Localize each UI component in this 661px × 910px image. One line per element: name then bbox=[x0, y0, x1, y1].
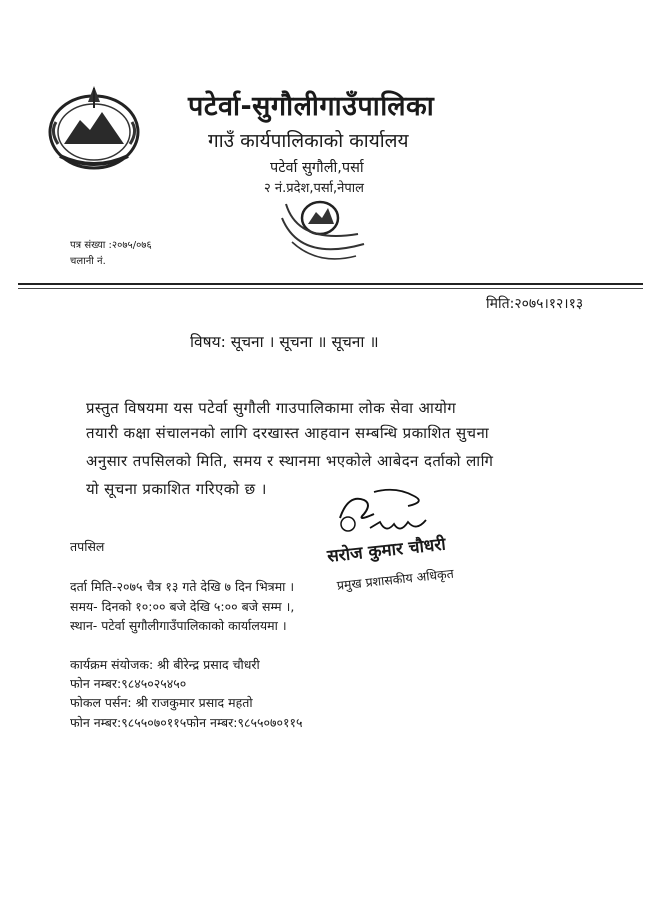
document-date: मिति:२०७५।१२।१३ bbox=[486, 296, 584, 312]
header-divider bbox=[18, 283, 643, 285]
office-time: समय- दिनको १०:०० बजे देखि ५:०० बजे सम्म ।, bbox=[70, 599, 295, 614]
dispatch-number: चलानी नं. bbox=[70, 256, 106, 267]
signer-name-stamp: सरोज कुमार चौधरी bbox=[326, 534, 447, 567]
venue: स्थान- पटेर्वा सुगौलीगाउँपालिकाको कार्यालयमा । bbox=[70, 618, 287, 633]
body-line-2: तयारी कक्षा संचालनको लागि दरखास्त आहवान सम्बन्धि प्रकाशित सुचना bbox=[86, 424, 490, 442]
official-stamp bbox=[268, 184, 374, 274]
coordinator-phone: फोन नम्बर:९८४५०२५४५० bbox=[70, 676, 187, 691]
body-line-3: अनुसार तपसिलको मिति, समय र स्थानमा भएकोले आबेदन दर्ताको लागि bbox=[86, 452, 494, 470]
address-line-1: पटेर्वा सुगौली,पर्सा bbox=[270, 160, 364, 176]
government-emblem-logo bbox=[40, 82, 148, 172]
body-line-1: प्रस्तुत विषयमा यस पटेर्वा सुगौली गाउपालिकामा लोक सेवा आयोग bbox=[86, 399, 457, 417]
address-line-2: २ नं.प्रदेश,पर्सा,नेपाल bbox=[264, 181, 364, 196]
office-name: गाउँ कार्यपालिकाको कार्यालय bbox=[208, 130, 409, 152]
subject-line: विषय: सूचना । सूचना ॥ सूचना ॥ bbox=[190, 333, 379, 351]
coordinator: कार्यक्रम संयोजक: श्री बीरेन्द्र प्रसाद चौधरी bbox=[70, 657, 260, 672]
organization-name: पटेर्वा-सुगौलीगाउँपालिका bbox=[188, 91, 435, 122]
handwritten-signature bbox=[334, 484, 440, 538]
registration-date: दर्ता मिति-२०७५ चैत्र १३ गते देखि ७ दिन भित्रमा । bbox=[70, 579, 295, 594]
header-divider-secondary bbox=[18, 288, 643, 289]
body-line-4: यो सूचना प्रकाशित गरिएको छ । bbox=[86, 480, 267, 498]
letter-number: पत्र संख्या :२०७५/०७६ bbox=[70, 240, 152, 251]
focal-person-phone: फोन नम्बर:९८५५०७०११५फोन नम्बर:९८५५०७०११५ bbox=[70, 715, 303, 730]
details-heading: तपसिल bbox=[70, 539, 105, 554]
signer-title-stamp: प्रमुख प्रशासकीय अधिकृत bbox=[336, 565, 455, 593]
focal-person: फोकल पर्सन: श्री राजकुमार प्रसाद महतो bbox=[70, 695, 253, 710]
